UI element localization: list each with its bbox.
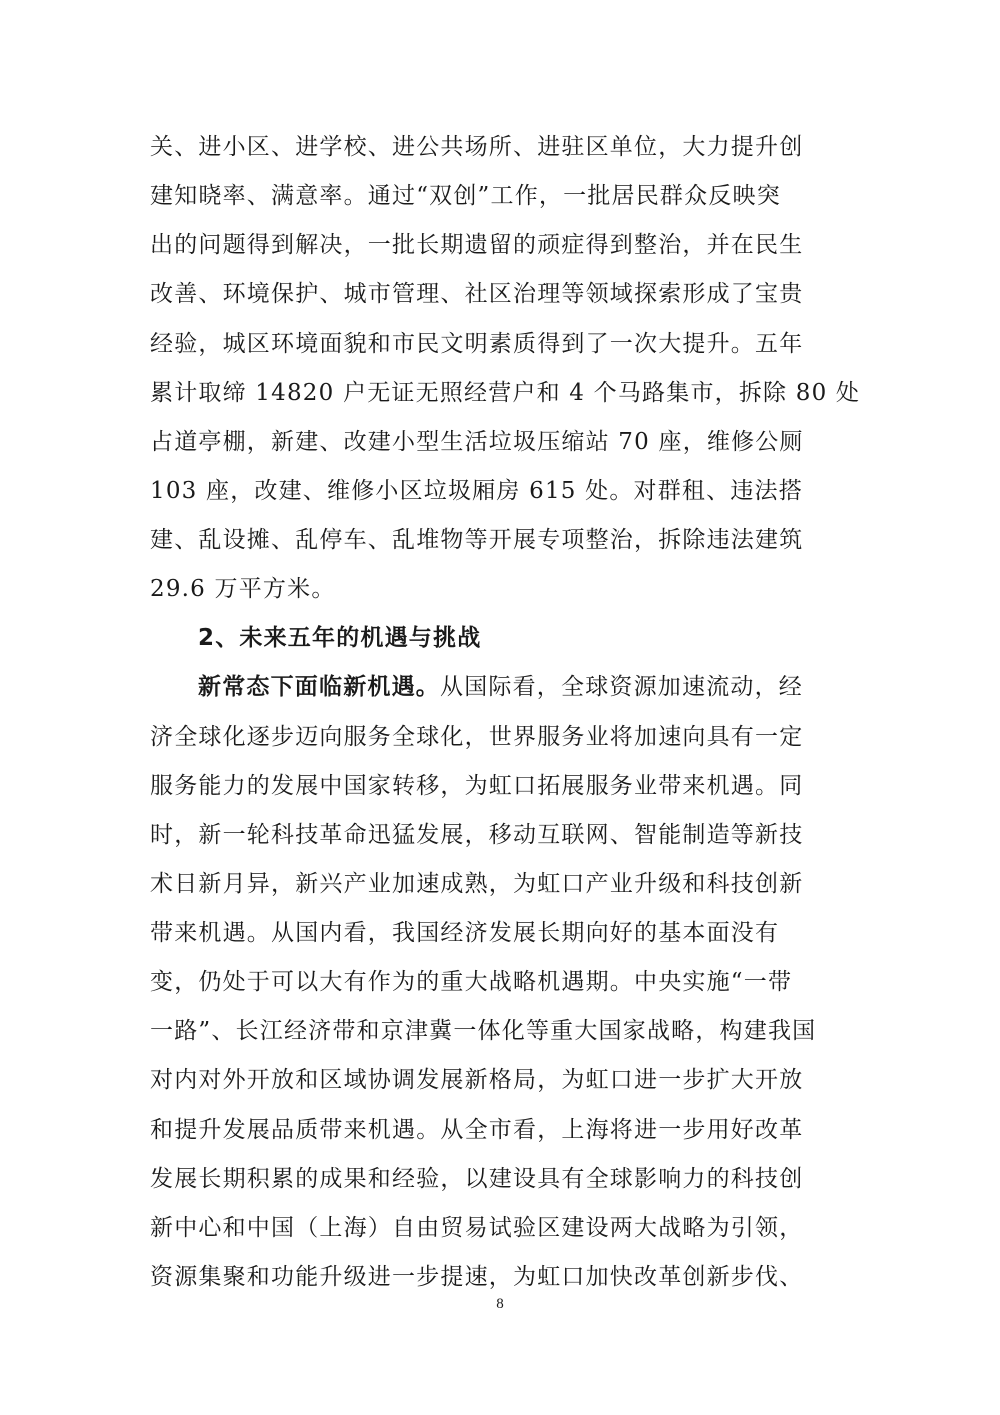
text-line: 服务能力的发展中国家转移，为虹口拓展服务业带来机遇。同 bbox=[150, 773, 804, 799]
text-line: 出的问题得到解决，一批长期遗留的顽症得到整治，并在民生 bbox=[150, 232, 804, 258]
text-line: 新中心和中国（上海）自由贸易试验区建设两大战略为引领， bbox=[150, 1215, 804, 1241]
text-line: 一路”、长江经济带和京津冀一体化等重大国家战略，构建我国 bbox=[150, 1018, 817, 1044]
text-line: 术日新月异，新兴产业加速成熟，为虹口产业升级和科技创新 bbox=[150, 871, 804, 897]
text-line: 累计取缔 14820 户无证无照经营户和 4 个马路集市，拆除 80 处 bbox=[150, 380, 861, 406]
text-line: 建知晓率、满意率。通过“双创”工作，一批居民群众反映突 bbox=[150, 183, 781, 209]
text-line: 时，新一轮科技革命迅猛发展，移动互联网、智能制造等新技 bbox=[150, 822, 804, 848]
text-line: 改善、环境保护、城市管理、社区治理等领域探索形成了宝贵 bbox=[150, 281, 804, 307]
text-line: 济全球化逐步迈向服务全球化，世界服务业将加速向具有一定 bbox=[150, 724, 804, 750]
text-line: 经验，城区环境面貌和市民文明素质得到了一次大提升。五年 bbox=[150, 331, 804, 357]
text-line: 占道亭棚，新建、改建小型生活垃圾压缩站 70 座，维修公厕 bbox=[150, 429, 804, 455]
page-number: 8 bbox=[496, 1296, 504, 1312]
text-line: 资源集聚和功能升级进一步提速，为虹口加快改革创新步伐、 bbox=[150, 1264, 804, 1290]
text-line: 关、进小区、进学校、进公共场所、进驻区单位，大力提升创 bbox=[150, 134, 804, 160]
text-line: 变，仍处于可以大有作为的重大战略机遇期。中央实施“一带 bbox=[150, 969, 793, 995]
text-line: 建、乱设摊、乱停车、乱堆物等开展专项整治，拆除违法建筑 bbox=[150, 527, 804, 553]
text-line: 29.6 万平方米。 bbox=[150, 576, 336, 602]
paragraph-bold-lead: 新常态下面临新机遇。 bbox=[198, 673, 440, 700]
paragraph-first-line bbox=[198, 672, 898, 702]
section-heading: 2、未来五年的机遇与挑战 bbox=[198, 625, 482, 651]
paragraph-lead-rest: 从国际看，全球资源加速流动，经 bbox=[440, 674, 803, 700]
text-line: 和提升发展品质带来机遇。从全市看，上海将进一步用好改革 bbox=[150, 1117, 804, 1143]
text-line: 对内对外开放和区域协调发展新格局，为虹口进一步扩大开放 bbox=[150, 1067, 804, 1093]
text-line: 发展长期积累的成果和经验，以建设具有全球影响力的科技创 bbox=[150, 1166, 804, 1192]
text-line: 103 座，改建、维修小区垃圾厢房 615 处。对群租、违法搭 bbox=[150, 478, 803, 504]
text-line: 带来机遇。从国内看，我国经济发展长期向好的基本面没有 bbox=[150, 920, 780, 946]
